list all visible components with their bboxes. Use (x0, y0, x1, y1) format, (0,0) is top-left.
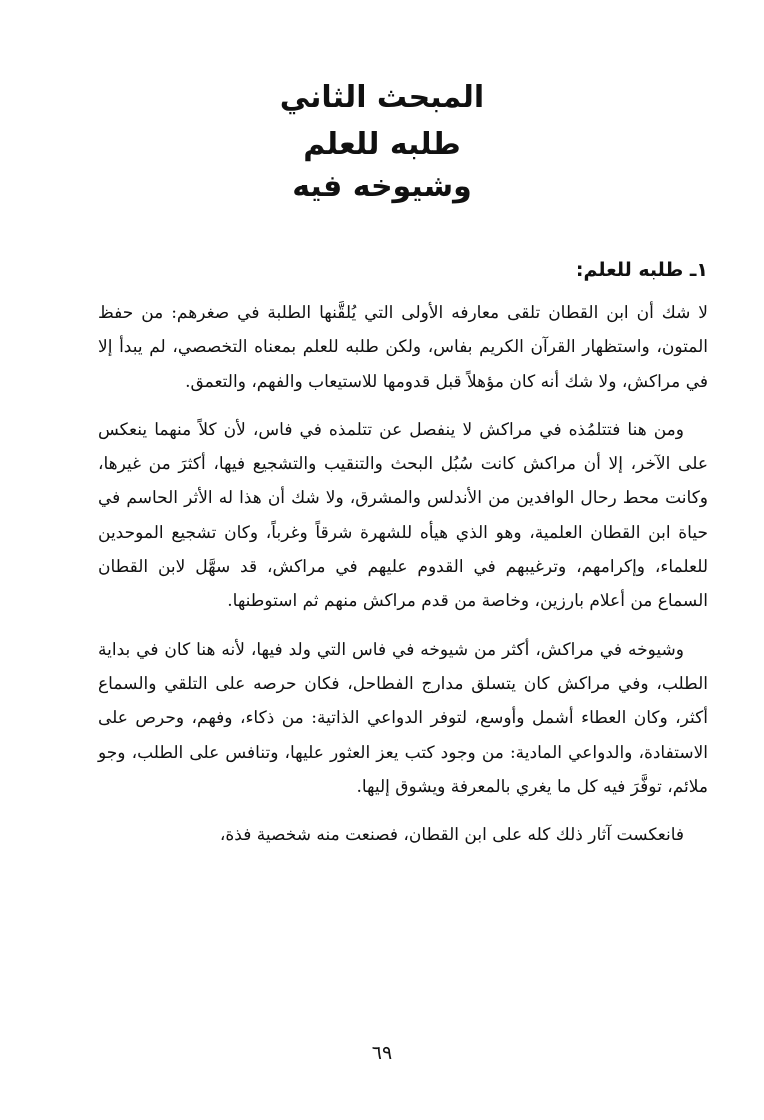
page-number: ٦٩ (371, 1042, 393, 1064)
paragraph: لا شك أن ابن القطان تلقى معارفه الأولى التي يُلقَّنها الطلبة في صغرهم: من حفظ المتون، واستظهار القرآن الكريم بفاس، ولكن طلبه للعلم بمعناه التخصصي، لم يبدأ إلا في مراكش، ولا شك أنه كان مؤهلاً قبل قدومها للاستيعاب والفهم، والتعمق. (98, 303, 708, 392)
chapter-heading: المبحث الثاني (279, 80, 485, 115)
section-title: ١ـ طلبه للعلم: (575, 259, 708, 281)
body-text (98, 296, 708, 866)
paragraph: وشيوخه في مراكش، أكثر من شيوخه في فاس التي ولد فيها، لأنه هنا كان في بداية الطلب، وفي مراكش كان يتسلق مدارج الفطاحل، فكان حرصه على التلقي والسماع أكثر، وكان العطاء أشمل وأوسع، لتوفر الدواعي الذاتية: من ذكاء، وفهم، وحرص على الاستفادة، والدواعي المادية: من وجود كتب يعز العثور عليها، وتنافس على الطلب، وجو ملائم، توفَّرَ فيه كل ما يغري بالمعرفة ويشوق إليها. (98, 639, 708, 797)
chapter-subtitle-1: طلبه للعلم (303, 127, 461, 162)
chapter-subtitle-2: وشيوخه فيه (292, 169, 472, 204)
paragraph: ومن هنا فتتلمُذه في مراكش لا ينفصل عن تتلمذه في فاس، لأن كلاً منهما ينعكس على الآخر، إلا أن مراكش كانت سُبُل البحث والتنقيب والتشجيع فيها، أكثرَ من غيرها، وكانت محط رحال الوافدين من الأندلس والمشرق، ولا شك أن هذا له الأثر الحاسم في حياة ابن القطان العلمية، وهو الذي هيأه للشهرة شرقاً وغرباً، وكان تشجيع الموحدين للعلماء، وإكرامهم، وترغيبهم في القدوم عليهم في مراكش، قد سهَّل لابن القطان السماع من أعلام بارزين، وخاصة من قدم مراكش منهم ثم استوطنها. (98, 419, 708, 612)
paragraph: فانعكست آثار ذلك كله على ابن القطان، فصنعت منه شخصية فذة، (219, 825, 684, 846)
